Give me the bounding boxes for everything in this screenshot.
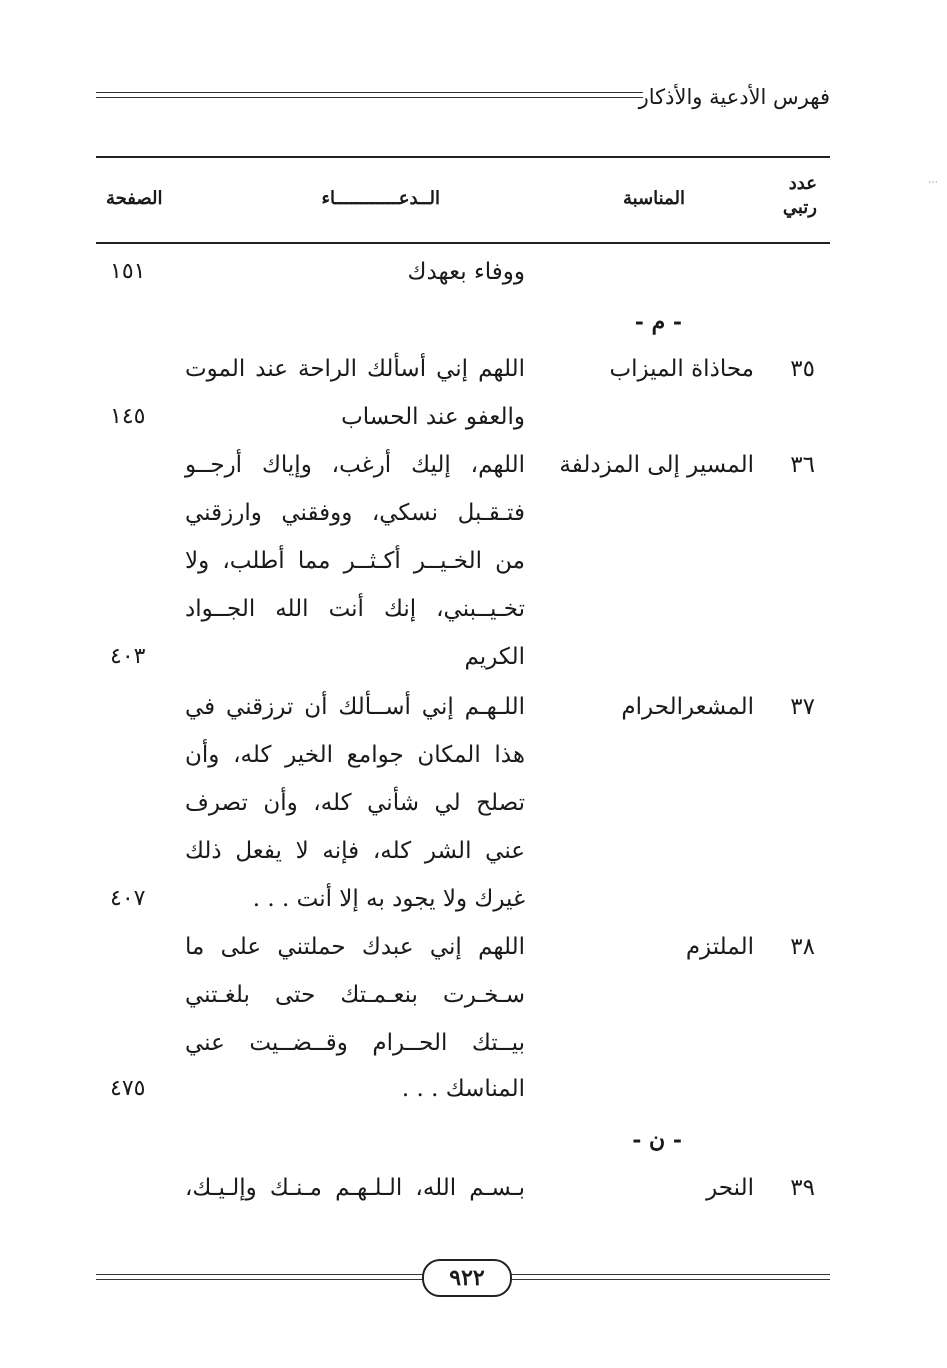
- serial-number: ٣٥: [790, 356, 815, 382]
- occasion: المشعرالحرام: [621, 694, 754, 720]
- table-row: [0, 876, 947, 922]
- running-header-title: فهرس الأدعية والأذكار: [638, 85, 830, 109]
- table-row: [0, 634, 947, 680]
- page-ref: ١٥١: [110, 259, 146, 284]
- page-number: ٩٢٢: [422, 1259, 512, 1297]
- column-header-page: الصفحة: [106, 188, 163, 209]
- page-ref: ٤٠٧: [110, 886, 146, 911]
- table-row: [0, 249, 947, 295]
- dua-text: من الخـيــر أكـثــر مما أطلب، ولا: [185, 548, 525, 574]
- dua-text: فتـقـبل نسكي، ووفقني وارزقني: [185, 500, 525, 526]
- occasion: المسير إلى المزدلفة: [559, 452, 754, 478]
- table-row: [0, 924, 947, 970]
- section-letter: - ن -: [632, 1127, 682, 1153]
- footer-rule-right: [508, 1274, 830, 1280]
- table-row: [0, 538, 947, 584]
- table-row: [0, 972, 947, 1018]
- table-row: [0, 394, 947, 440]
- occasion: محاذاة الميزاب: [609, 356, 754, 382]
- column-header-occasion: المناسبة: [623, 188, 685, 209]
- serial-number: ٣٩: [790, 1175, 815, 1201]
- margin-dots: ⋯: [928, 177, 938, 188]
- footer-rule-left: [96, 1274, 424, 1280]
- page-ref: ١٤٥: [110, 404, 146, 429]
- section-letter-row: [0, 1117, 947, 1163]
- column-header-dua: الــدعــــــــــــاء: [321, 188, 440, 209]
- occasion: الملتزم: [685, 934, 754, 960]
- table-row: [0, 586, 947, 632]
- page-ref: ٤٧٥: [110, 1076, 146, 1101]
- header-rule: [96, 92, 643, 98]
- dua-text: المناسك . . .: [401, 1076, 525, 1102]
- dua-text: سـخـرت بنعـمـتك حتى بلغـتني: [185, 982, 525, 1008]
- serial-number: ٣٦: [790, 452, 815, 478]
- occasion: النحر: [706, 1175, 754, 1201]
- table-header-rule: [96, 242, 830, 244]
- table-row: [0, 1165, 947, 1211]
- table-row: [0, 346, 947, 392]
- page-ref: ٤٠٣: [110, 644, 146, 669]
- section-letter: - م -: [634, 309, 682, 335]
- dua-text: بـسـم الله، الـلـهـم مـنـك وإلـيـك،: [185, 1175, 525, 1201]
- dua-text: والعفو عند الحساب: [341, 404, 525, 430]
- dua-text: ووفاء بعهدك: [407, 259, 525, 285]
- column-header-number: [783, 172, 817, 220]
- table-top-rule: [96, 156, 830, 158]
- dua-text: اللهم إني عبدك حملتني على ما: [185, 934, 525, 960]
- dua-text: غيرك ولا يجود به إلا أنت . . .: [252, 886, 525, 912]
- dua-text: عني الشر كله، فإنه لا يفعل ذلك: [185, 838, 525, 864]
- dua-text: تخـيــبني، إنك أنت الله الجــواد: [185, 596, 525, 622]
- dua-text: الكريم: [464, 644, 525, 670]
- table-row: [0, 442, 947, 488]
- table-row: [0, 684, 947, 730]
- serial-number: ٣٧: [790, 694, 815, 720]
- dua-text: اللهم إني أسألك الراحة عند الموت: [185, 356, 525, 382]
- column-header-number-line2: رتبي: [782, 197, 817, 218]
- table-row: [0, 732, 947, 778]
- dua-text: اللـهـم إني أســألك أن ترزقني في: [185, 694, 525, 720]
- dua-text: اللهم، إليك أرغب، وإياك أرجــو: [185, 452, 525, 478]
- table-row: [0, 490, 947, 536]
- dua-text: بيــتك الحــرام وقــضــيت عني: [185, 1030, 525, 1056]
- table-row: [0, 780, 947, 826]
- serial-number: ٣٨: [790, 934, 815, 960]
- dua-text: هذا المكان جوامع الخير كله، وأن: [185, 742, 525, 768]
- dua-text: تصلح لي شأني كله، وأن تصرف: [185, 790, 525, 816]
- table-row: [0, 1066, 947, 1112]
- section-letter-row: [0, 299, 947, 345]
- table-row: [0, 828, 947, 874]
- table-row: [0, 1020, 947, 1066]
- column-header-number-line1: عدد: [788, 173, 817, 194]
